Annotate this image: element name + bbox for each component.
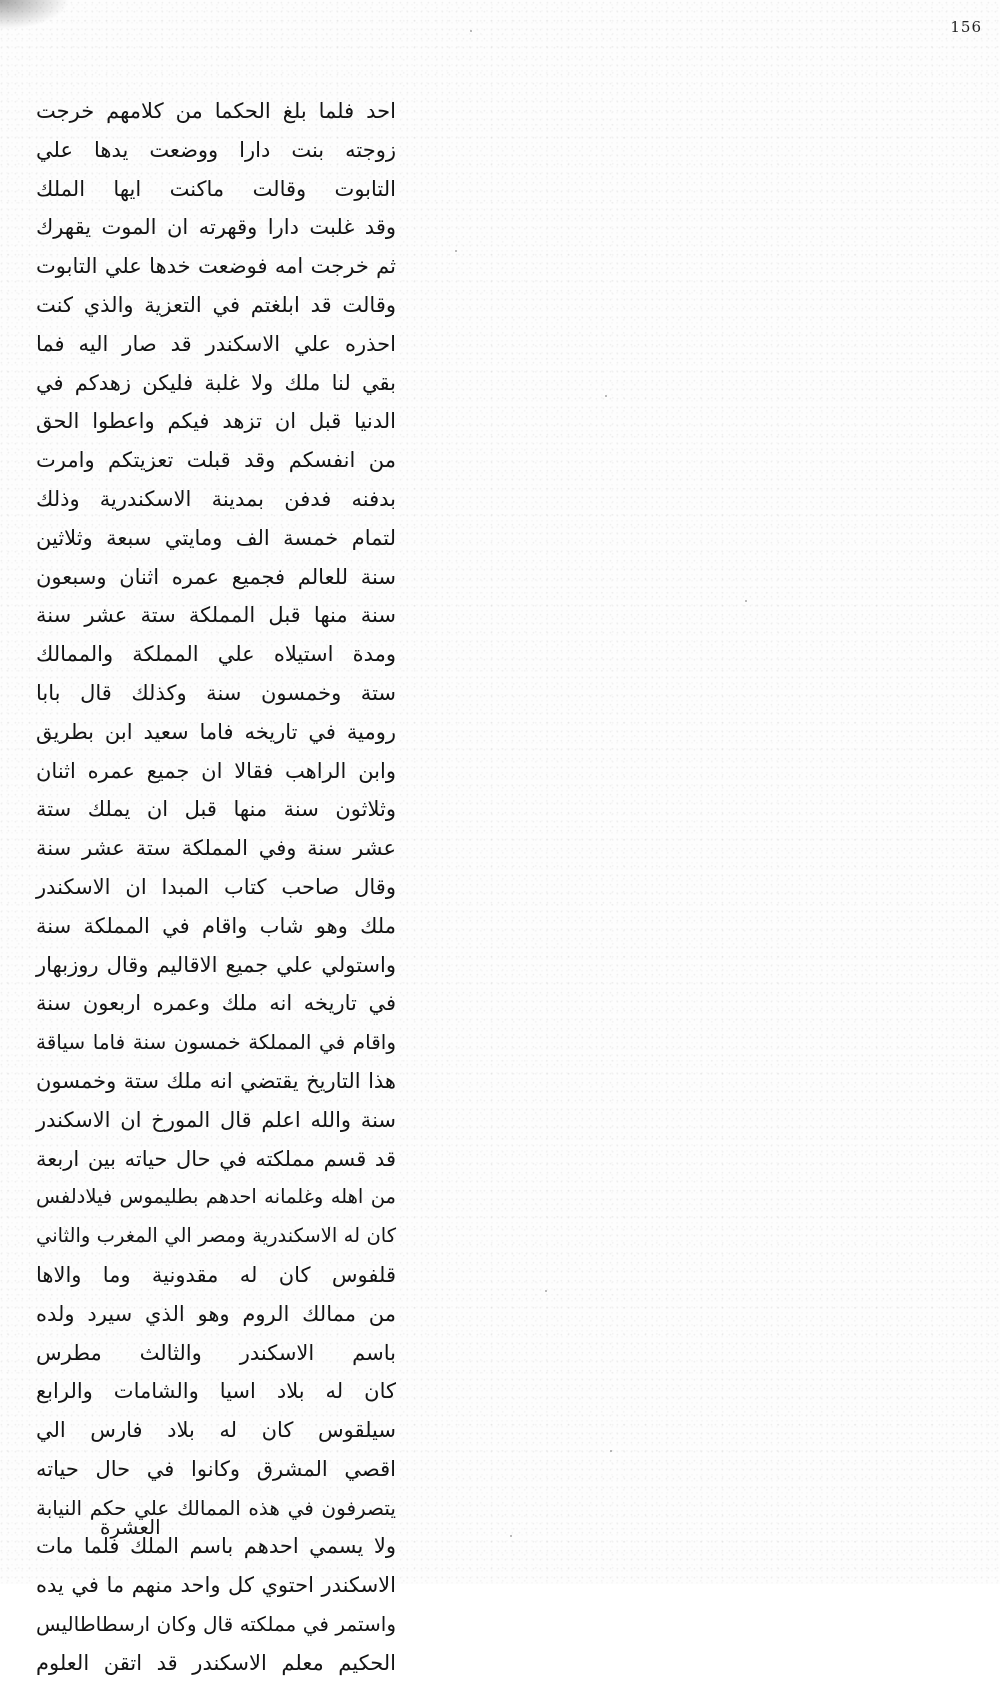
- manuscript-text-block: [36, 92, 396, 1683]
- catchword: العشرة: [100, 1515, 161, 1539]
- manuscript-line: قلفوس كان له مقدونية وما والاها: [36, 1262, 396, 1287]
- manuscript-line: الاسكندر احتوي كل واحد منهم ما في يده: [36, 1573, 396, 1598]
- manuscript-line: من اهله وغلمانه احدهم بطليموس فيلادلفس: [36, 1185, 396, 1209]
- manuscript-line: وقد غلبت دارا وقهرته ان الموت يقهرك: [36, 215, 396, 240]
- page-number: 156: [950, 18, 982, 36]
- manuscript-line: التابوت وقالت ماكنت ايها الملك: [36, 176, 396, 201]
- manuscript-line: احد فلما بلغ الحكما من كلامهم خرجت: [36, 99, 396, 123]
- manuscript-line: لتمام خمسة الف ومايتي سبعة وثلاثين: [36, 525, 396, 550]
- manuscript-line: كان له الاسكندرية ومصر الي المغرب والثاني: [36, 1224, 396, 1248]
- manuscript-line: الدنيا قبل ان تزهد فيكم واعطوا الحق: [36, 409, 396, 434]
- manuscript-line: سنة والله اعلم قال المورخ ان الاسكندر: [36, 1107, 396, 1132]
- manuscript-line: رومية في تاريخه فاما سعيد ابن بطريق: [36, 719, 396, 744]
- manuscript-line: عشر سنة وفي المملكة ستة عشر سنة: [36, 836, 396, 861]
- manuscript-line: كان له بلاد اسيا والشامات والرابع: [36, 1379, 396, 1404]
- manuscript-line: قد قسم مملكته في حال حياته بين اربعة: [36, 1146, 396, 1171]
- manuscript-line: واستولي علي جميع الاقاليم وقال روزبهار: [36, 952, 396, 977]
- manuscript-line: ثم خرجت امه فوضعت خدها علي التابوت: [36, 254, 396, 279]
- manuscript-line: واستمر في مملكته قال وكان ارسطاطاليس: [36, 1612, 396, 1637]
- manuscript-line: اقصي المشرق وكانوا في حال حياته: [36, 1456, 396, 1481]
- scan-speck: [510, 1535, 512, 1537]
- manuscript-line: ومدة استيلاه علي المملكة والممالك: [36, 642, 396, 667]
- manuscript-line: وقال صاحب كتاب المبدا ان الاسكندر: [36, 874, 396, 899]
- manuscript-line: بدفنه فدفن بمدينة الاسكندرية وذلك: [36, 486, 396, 511]
- manuscript-line: بقي لنا ملك ولا غلبة فليكن زهدكم في: [36, 370, 396, 395]
- manuscript-line: باسم الاسكندر والثالث مطرس: [36, 1340, 396, 1365]
- manuscript-line: هذا التاريخ يقتضي انه ملك ستة وخمسون: [36, 1068, 396, 1093]
- manuscript-line: من انفسكم وقد قبلت تعزيتكم وامرت: [36, 448, 396, 473]
- scan-speck: [745, 600, 747, 602]
- scan-speck: [545, 1290, 547, 1292]
- manuscript-line: واقام في المملكة خمسون سنة فاما سياقة: [36, 1030, 396, 1055]
- manuscript-line: وقالت قد ابلغتم في التعزية والذي كنت: [36, 292, 396, 317]
- manuscript-line: زوجته بنت دارا ووضعت يدها علي: [36, 137, 396, 162]
- manuscript-line: ملك وهو شاب واقام في المملكة سنة: [36, 913, 396, 938]
- scan-speck: [605, 395, 607, 397]
- scan-speck: [470, 30, 472, 32]
- manuscript-line: من ممالك الروم وهو الذي سيرد ولده: [36, 1301, 396, 1326]
- manuscript-line: يتصرفون في هذه الممالك علي حكم النيابة: [36, 1495, 396, 1520]
- manuscript-line: ستة وخمسون سنة وكذلك قال بابا: [36, 680, 396, 705]
- scan-speck: [610, 1450, 612, 1452]
- manuscript-line: سيلقوس كان له بلاد فارس الي: [36, 1418, 396, 1443]
- manuscript-line: وثلاثون سنة منها قبل ان يملك ستة: [36, 797, 396, 822]
- manuscript-line: في تاريخه انه ملك وعمره اربعون سنة: [36, 991, 396, 1016]
- manuscript-line: سنة للعالم فجميع عمره اثنان وسبعون: [36, 564, 396, 589]
- manuscript-line: سنة منها قبل المملكة ستة عشر سنة: [36, 603, 396, 628]
- scan-speck: [455, 250, 457, 252]
- manuscript-line: احذره علي الاسكندر قد صار اليه فما: [36, 331, 396, 356]
- manuscript-line: الحكيم معلم الاسكندر قد اتقن العلوم: [36, 1650, 396, 1675]
- manuscript-line: وابن الراهب فقالا ان جميع عمره اثنان: [36, 758, 396, 783]
- manuscript-line: ولا يسمي احدهم باسم الملك فلما مات: [36, 1534, 396, 1559]
